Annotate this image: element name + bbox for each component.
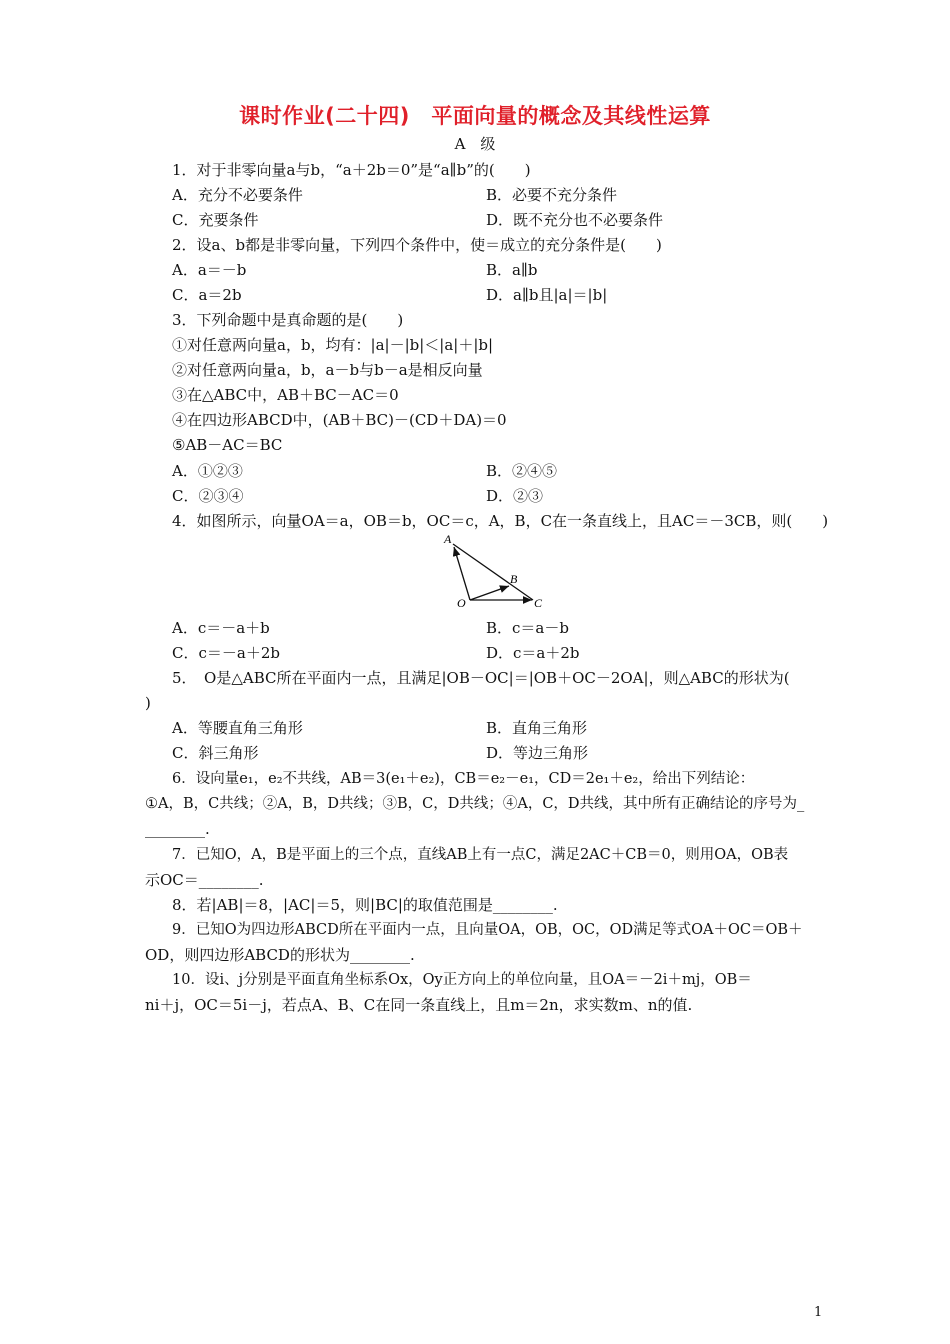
q8-line-1: 8．若|AB|＝8，|AC|＝5，则|BC|的取值范围是________. [172,896,558,914]
q3-option-b: B．②④⑤ [486,462,558,480]
q4-stem: 4．如图所示，向量OA＝a，OB＝b，OC＝c，A，B，C在一条直线上，且AC＝－3CB，则( ) [172,512,829,530]
q2-option-b: B．a∥b [486,261,538,279]
q4-option-a: A．c＝－a＋b [172,619,270,637]
q2-option-d: D．a∥b且|a|＝|b| [486,286,608,304]
q5-option-b: B．直角三角形 [486,719,588,737]
q3-option-d: D．②③ [486,487,544,505]
q6-line-3: ________. [145,820,210,838]
q3-statement-1: ①对任意两向量a，b，均有：|a|－|b|＜|a|＋|b| [172,336,494,354]
q7-line-1: 7．已知O，A，B是平面上的三个点，直线AB上有一点C，满足2AC＋CB＝0，则用OA，OB表 [172,847,789,863]
vector-ob [470,586,509,600]
q4-option-c: C．c＝－a＋2b [172,644,280,662]
label-o: O [457,596,466,610]
q7-line-2: 示OC＝________. [145,871,264,889]
q2-stem: 2．设a、b都是非零向量，下列四个条件中，使＝成立的充分条件是( ) [172,236,662,254]
level-heading: A 级 [454,135,496,153]
q5-option-a: A．等腰直角三角形 [172,719,303,737]
q4-option-d: D．c＝a＋2b [486,644,580,662]
q9-line-1: 9．已知O为四边形ABCD所在平面内一点，且向量OA，OB，OC，OD满足等式OA＋OC＝OB＋ [172,922,803,938]
q1-option-b: B．必要不充分条件 [486,186,618,204]
q10-line-1: 10．设i、j分别是平面直角坐标系Ox，Oy正方向上的单位向量，且OA＝－2i＋mj，OB＝ [172,972,752,988]
q3-option-c: C．②③④ [172,487,244,505]
q2-option-c: C．a＝2b [172,286,242,304]
q5-stem-cont: ) [145,694,151,712]
q1-option-d: D．既不充分也不必要条件 [486,211,664,229]
q3-statement-4: ④在四边形ABCD中，(AB＋BC)－(CD＋DA)＝0 [172,411,507,429]
page-title: 课时作业(二十四) 平面向量的概念及其线性运算 [239,104,711,128]
q4-option-b: B．c＝a－b [486,619,569,637]
q5-option-d: D．等边三角形 [486,744,589,762]
q1-option-c: C．充要条件 [172,211,259,229]
q9-line-2: OD，则四边形ABCD的形状为________. [145,946,415,964]
q6-line-2: ①A，B，C共线；②A，B，D共线；③B，C，D共线；④A，C，D共线，其中所有正确结论的序号为_ [145,796,805,812]
q3-statement-5: ⑤AB－AC＝BC [172,436,283,454]
q5-option-c: C．斜三角形 [172,744,259,762]
q6-line-1: 6．设向量e₁，e₂不共线，AB＝3(e₁＋e₂)，CB＝e₂－e₁，CD＝2e₁＋e₂，给出下列结论： [172,771,755,787]
q2-option-a: A．a＝－b [172,261,247,279]
q10-line-2: ni＋j，OC＝5i－j，若点A、B、C在同一条直线上，且m＝2n，求实数m、n的值. [145,996,693,1014]
q3-statement-3: ③在△ABC中，AB＋BC－AC＝0 [172,386,399,404]
label-a: A [444,532,452,546]
q3-option-a: A．①②③ [172,462,243,480]
label-b: B [510,572,518,586]
vector-figure [440,530,550,610]
q1-stem: 1．对于非零向量a与b，“a＋2b＝0”是“a∥b”的( ) [172,161,531,179]
q5-stem: 5． O是△ABC所在平面内一点，且满足|OB－OC|＝|OB＋OC－2OA|，则△ABC的形状为( [172,669,790,687]
label-c: C [534,596,543,610]
q3-statement-2: ②对任意两向量a，b，a－b与b－a是相反向量 [172,361,483,379]
q1-option-a: A．充分不必要条件 [172,186,303,204]
q3-stem: 3．下列命题中是真命题的是( ) [172,311,404,329]
page-number: 1 [814,1305,823,1320]
